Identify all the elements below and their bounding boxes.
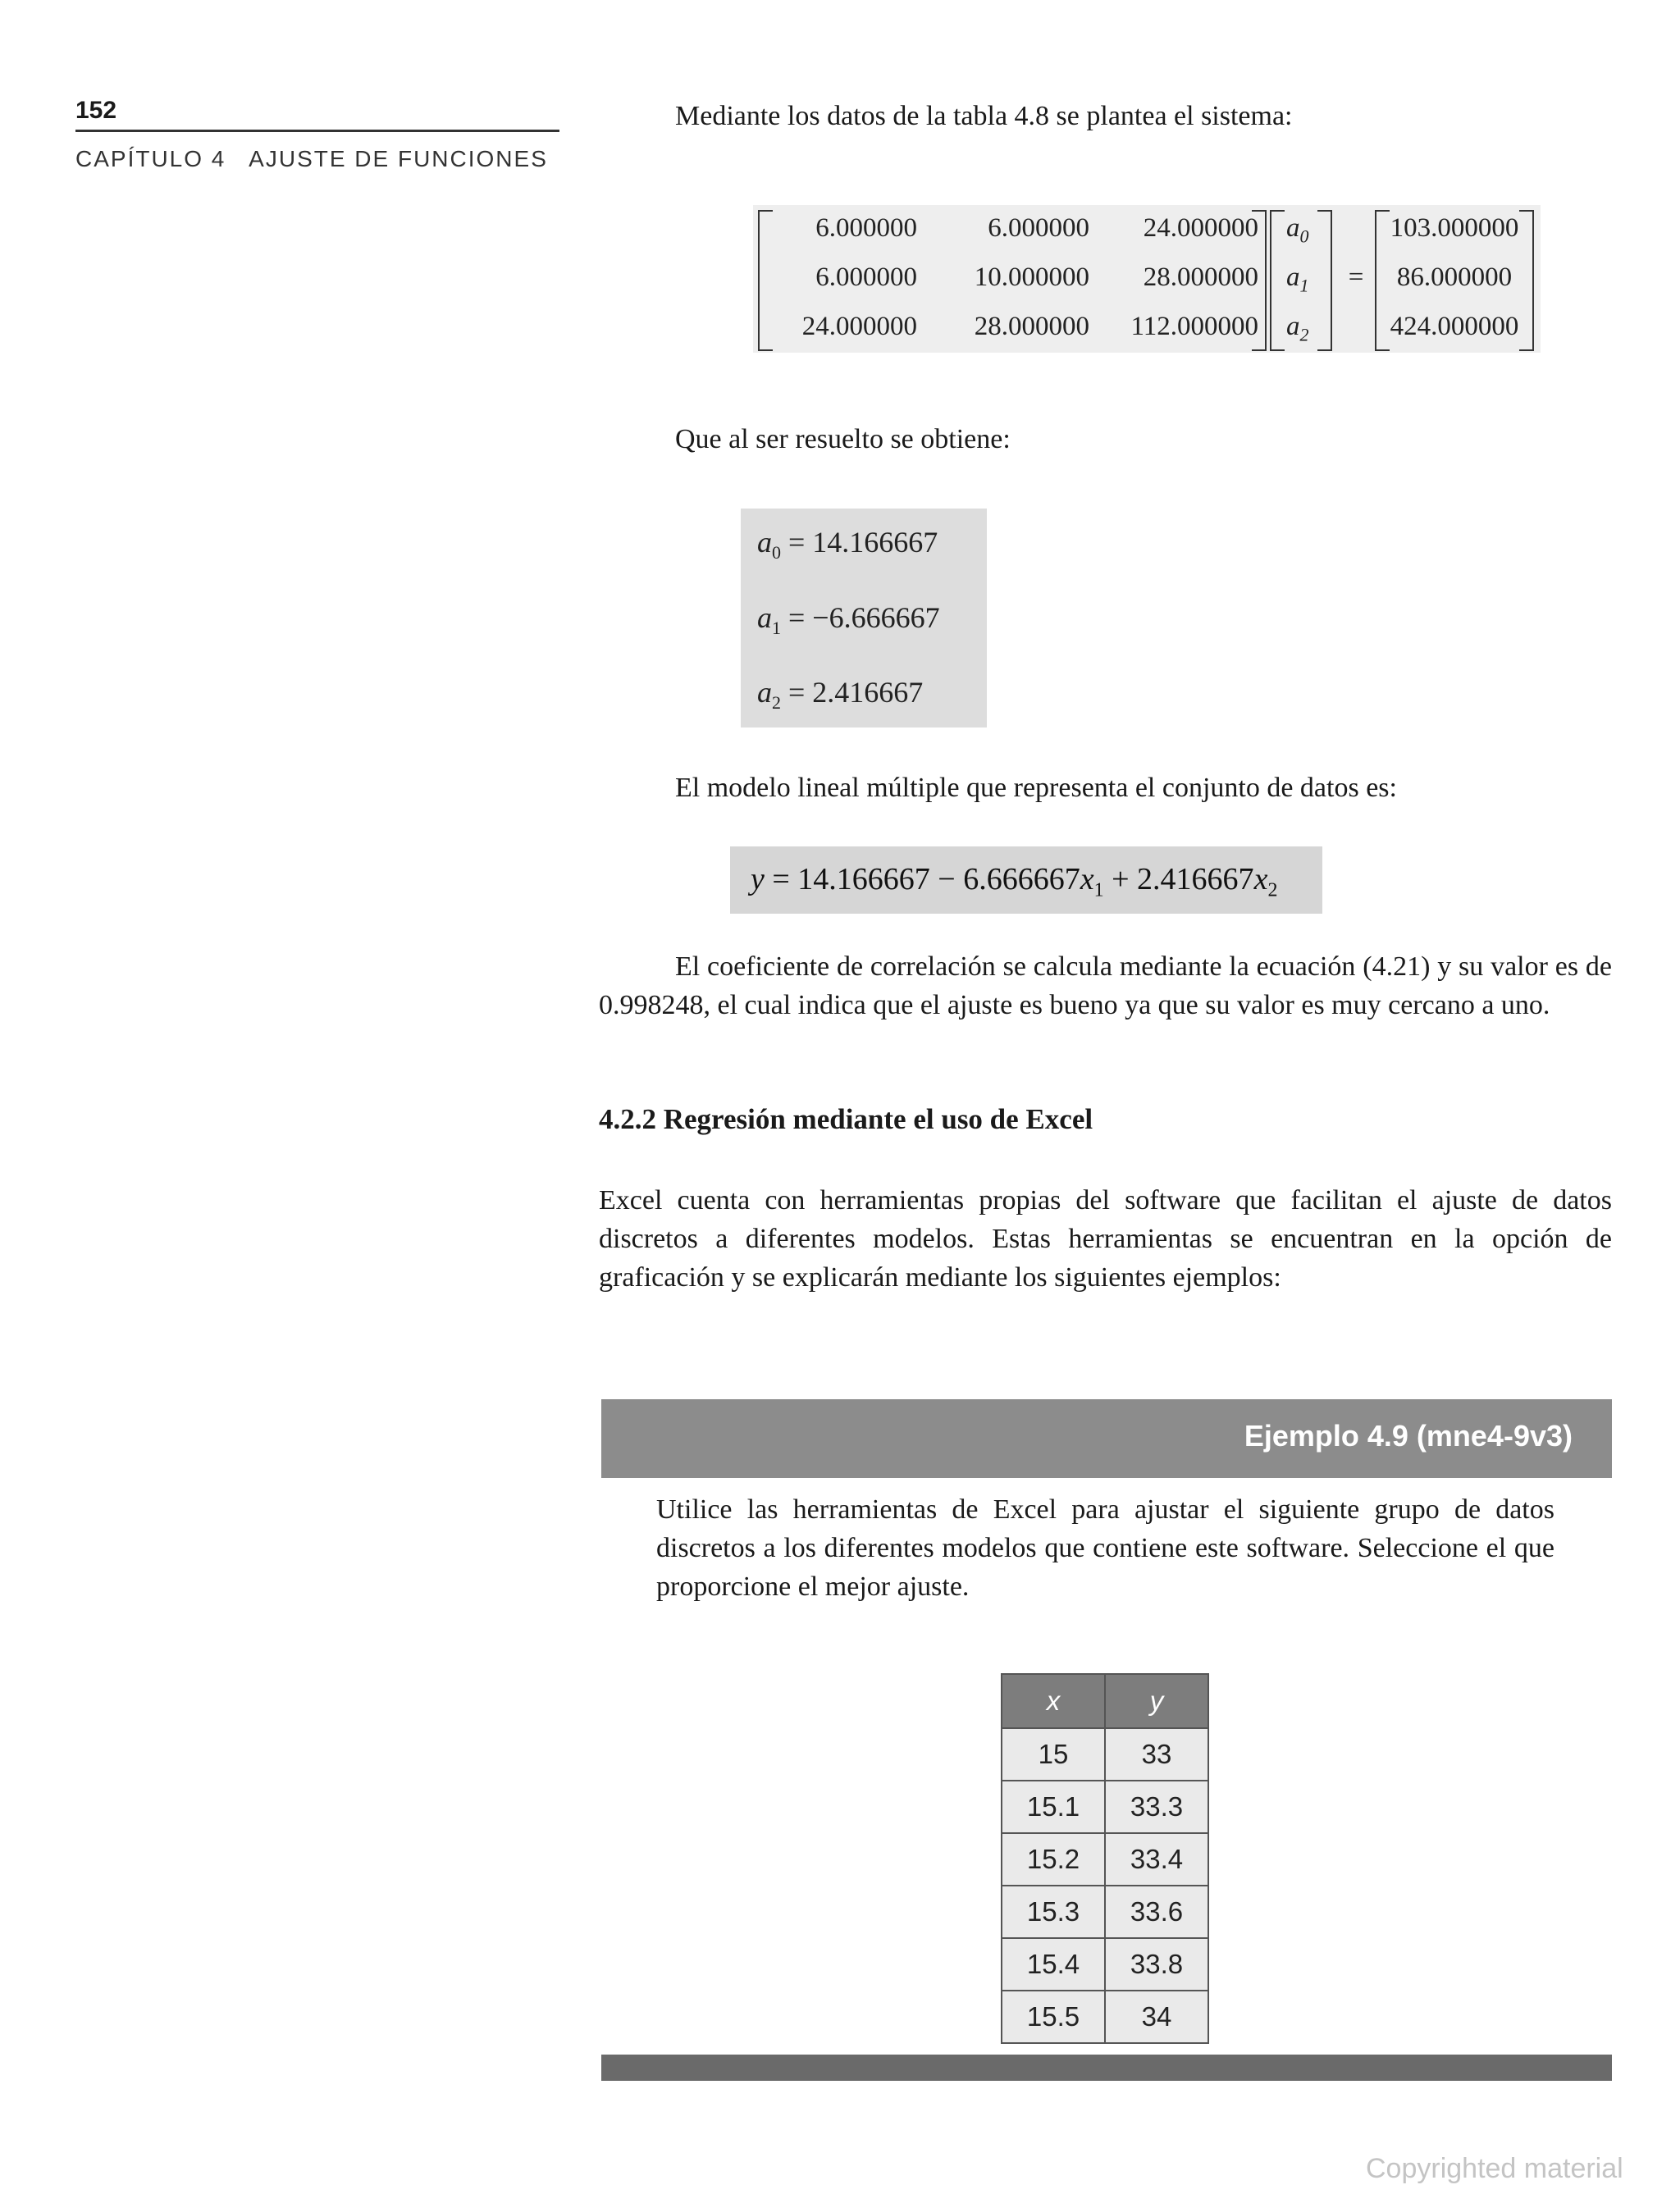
matrix-cell: 112.000000 [1130,312,1258,341]
solution-var: a [757,601,772,634]
table-cell: 15.5 [1002,1991,1105,2043]
solution-var: a [757,676,772,709]
data-table [1001,1673,1209,2044]
rhs-value: 103.000000 [1390,213,1519,243]
solution-a0 [757,525,938,563]
example-statement: Utilice las herramientas de Excel para ajustar el siguiente grupo de datos discretos a los diferentes modelos que contiene este software. Seleccione el que proporcione el mejor ajuste. [656,1494,1554,1602]
rhs-value: 424.000000 [1390,312,1519,341]
matrix-cell: 10.000000 [974,262,1089,292]
copyright-watermark: Copyrighted material [1366,2153,1623,2184]
unknown-a1: $a_1$ [1286,262,1309,296]
table-cell: 15.2 [1002,1833,1105,1886]
model-x1-sub: 1 [1093,879,1104,901]
model-x2: x [1253,862,1268,896]
table-row [1002,1991,1208,2043]
page-number: 152 [75,97,117,124]
model-sentence: El modelo lineal múltiple que representa el conjunto de datos es: [675,773,1397,803]
header-rule [75,130,559,132]
example-end-bar [601,2055,1612,2081]
table-cell: 33.6 [1105,1886,1208,1938]
table-header-y: y [1105,1674,1208,1728]
table-cell: 33 [1105,1728,1208,1781]
model-part1: = 14.166667 − 6.666667 [764,862,1080,896]
solved-sentence: Que al ser resuelto se obtiene: [675,424,1011,454]
rhs-value: 86.000000 [1396,262,1513,292]
solution-value: = 14.166667 [781,526,938,559]
model-equation [751,861,1277,902]
solution-a2 [757,675,923,714]
model-equation-box [730,846,1322,914]
solution-sub: 0 [772,542,781,563]
unknown-a0: $a_0$ [1286,213,1309,247]
table-cell: 15 [1002,1728,1105,1781]
subsection-title: 4.2.2 Regresión mediante el uso de Excel [599,1103,1093,1135]
chapter-label: CAPÍTULO 4 AJUSTE DE FUNCIONES [75,146,548,171]
correlation-paragraph: El coeficiente de correlación se calcula mediante la ecuación (4.21) y su valor es de 0.998248, el cual indica que el ajuste es bueno ya que su valor es muy cercano a uno. [599,951,1612,1020]
matrix-cell: 28.000000 [974,312,1089,341]
equals-sign: = [1348,262,1364,292]
unknown-a2: $a_2$ [1286,312,1309,345]
table-row [1002,1728,1208,1781]
model-x2-sub: 2 [1267,879,1278,901]
matrix-cell: 28.000000 [1143,262,1258,292]
table-cell: 33.4 [1105,1833,1208,1886]
table-row [1002,1781,1208,1833]
table-header-x: x [1002,1674,1105,1728]
matrix-cell: 6.000000 [988,213,1089,243]
excel-paragraph: Excel cuenta con herramientas propias del software que facilitan el ajuste de datos discretos a diferentes modelos. Estas herramientas se encuentran en la opción de graficación y se explicarán mediante los siguientes ejemplos: [599,1185,1612,1293]
table-cell: 33.3 [1105,1781,1208,1833]
matrix-equation [753,205,1541,353]
matrix-cell: 6.000000 [815,262,917,292]
table-row [1002,1938,1208,1991]
unknowns-right-bracket [1317,210,1332,351]
matrix-cell: 6.000000 [815,213,917,243]
table-cell: 15.1 [1002,1781,1105,1833]
solution-value: = −6.666667 [781,601,940,634]
matrix-cell: 24.000000 [1143,213,1258,243]
model-part2: + 2.416667 [1103,862,1254,896]
table-header-row [1002,1674,1208,1728]
solution-box [741,509,987,728]
solution-sub: 2 [772,692,781,714]
table-cell: 34 [1105,1991,1208,2043]
model-y: y [751,862,765,896]
example-title: Ejemplo 4.9 (mne4-9v3) [1244,1419,1573,1453]
model-x1: x [1080,862,1094,896]
solution-value: = 2.416667 [781,676,924,709]
example-banner [601,1399,1612,1478]
solution-sub: 1 [772,618,781,639]
table-row [1002,1886,1208,1938]
matrix-cell: 24.000000 [801,312,917,341]
intro-sentence: Mediante los datos de la tabla 4.8 se plantea el sistema: [675,101,1293,131]
table-row [1002,1833,1208,1886]
table-cell: 15.4 [1002,1938,1105,1991]
solution-var: a [757,526,772,559]
table-cell: 33.8 [1105,1938,1208,1991]
table-cell: 15.3 [1002,1886,1105,1938]
solution-a1 [757,600,940,639]
unknowns-left-bracket [1270,210,1285,351]
